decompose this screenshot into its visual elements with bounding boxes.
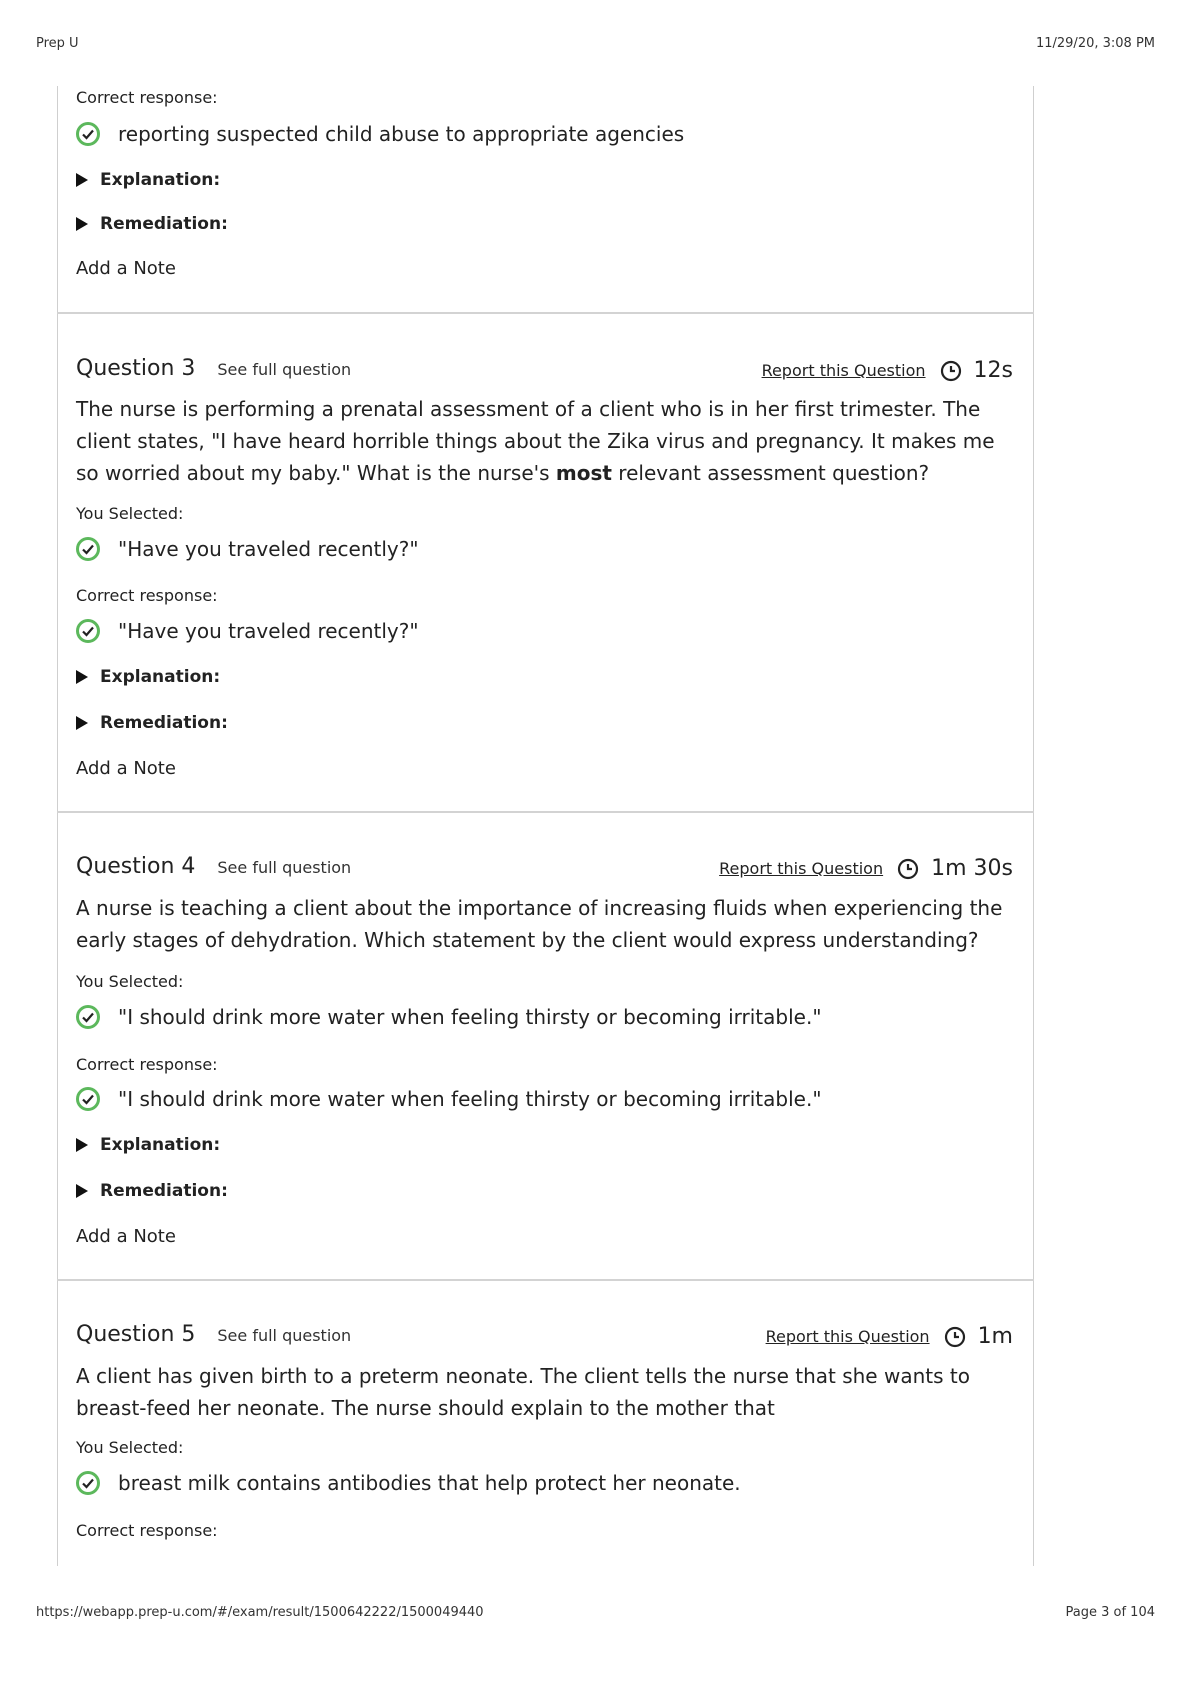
remediation-label: Remediation:	[100, 214, 228, 234]
correct-response-label: Correct response:	[76, 1521, 218, 1540]
answer-text: reporting suspected child abuse to appropriate agencies	[118, 122, 685, 146]
print-header-title: Prep U	[36, 36, 79, 51]
selected-answer	[76, 537, 419, 561]
add-note-link[interactable]: Add a Note	[76, 758, 176, 779]
report-question-link[interactable]: Report this Question	[761, 361, 926, 380]
remediation-toggle[interactable]	[76, 713, 228, 733]
print-footer-page: Page 3 of 104	[1065, 1605, 1155, 1620]
clock-icon	[944, 1326, 966, 1348]
question-header	[76, 854, 351, 879]
correct-check-icon	[76, 1471, 100, 1495]
remediation-toggle[interactable]	[76, 214, 228, 234]
question-text-part: A nurse is teaching a client about the importance of increasing fluids when experiencing the early stages of dehydration. Which statement by the client would express understanding?	[76, 896, 1003, 952]
clock-icon	[940, 360, 962, 382]
print-footer-url: https://webapp.prep-u.com/#/exam/result/1500642222/1500049440	[36, 1605, 484, 1620]
report-question-link[interactable]: Report this Question	[719, 859, 884, 878]
question-text-emphasis: most	[555, 461, 612, 485]
explanation-toggle[interactable]	[76, 170, 220, 190]
you-selected-label: You Selected:	[76, 1438, 184, 1457]
print-header-datetime: 11/29/20, 3:08 PM	[1035, 36, 1155, 51]
time-spent: 1m 30s	[931, 856, 1013, 881]
answer-text: "I should drink more water when feeling thirsty or becoming irritable."	[118, 1087, 822, 1111]
caret-right-icon	[76, 716, 88, 730]
selected-answer	[76, 1005, 822, 1029]
question-meta	[766, 1324, 1013, 1349]
question-title: Question 5	[76, 1322, 196, 1347]
question-text-part: A client has given birth to a preterm neonate. The client tells the nurse that she wants to breast-feed her neonate. The nurse should explain to the mother that	[76, 1364, 970, 1420]
correct-check-icon	[76, 122, 100, 146]
explanation-toggle[interactable]	[76, 1135, 220, 1155]
correct-response-label: Correct response:	[76, 586, 218, 605]
explanation-label: Explanation:	[100, 667, 221, 687]
correct-check-icon	[76, 619, 100, 643]
you-selected-label: You Selected:	[76, 504, 184, 523]
caret-right-icon	[76, 670, 88, 684]
caret-right-icon	[76, 173, 88, 187]
report-question-link[interactable]: Report this Question	[765, 1327, 930, 1346]
question-meta	[719, 856, 1013, 881]
time-spent: 12s	[973, 358, 1013, 383]
selected-answer	[76, 1471, 741, 1495]
correct-response-label: Correct response:	[76, 1055, 218, 1074]
question-text-part: relevant assessment question?	[611, 461, 930, 485]
answer-text: "Have you traveled recently?"	[118, 619, 419, 643]
question-divider	[57, 312, 1034, 314]
question-title: Question 4	[76, 854, 196, 879]
correct-check-icon	[76, 537, 100, 561]
see-full-question-link[interactable]: See full question	[217, 1326, 352, 1345]
remediation-toggle[interactable]	[76, 1181, 228, 1201]
see-full-question-link[interactable]: See full question	[217, 858, 352, 877]
question-divider	[57, 1279, 1034, 1281]
see-full-question-link[interactable]: See full question	[217, 360, 352, 379]
answer-text: breast milk contains antibodies that help protect her neonate.	[118, 1471, 741, 1495]
you-selected-label: You Selected:	[76, 972, 184, 991]
correct-answer	[76, 1087, 822, 1111]
question-text-part: The nurse is performing a prenatal assessment of a client who is in her first trimester. The client states, "I have heard horrible things about the Zika virus and pregnancy. It makes me so worried about my baby." What is the nurse's	[76, 397, 995, 485]
caret-right-icon	[76, 217, 88, 231]
caret-right-icon	[76, 1184, 88, 1198]
question-text	[76, 892, 1016, 956]
question-text	[76, 393, 1016, 489]
correct-answer	[76, 619, 419, 643]
add-note-link[interactable]: Add a Note	[76, 258, 176, 279]
correct-answer	[76, 122, 684, 146]
explanation-toggle[interactable]	[76, 667, 220, 687]
question-meta	[762, 358, 1013, 383]
answer-text: "Have you traveled recently?"	[118, 537, 419, 561]
remediation-label: Remediation:	[100, 1181, 228, 1201]
remediation-label: Remediation:	[100, 713, 228, 733]
question-header	[76, 1322, 351, 1347]
explanation-label: Explanation:	[100, 1135, 221, 1155]
question-divider	[57, 811, 1034, 813]
add-note-link[interactable]: Add a Note	[76, 1226, 176, 1247]
explanation-label: Explanation:	[100, 170, 221, 190]
question-title: Question 3	[76, 356, 196, 381]
correct-response-label: Correct response:	[76, 88, 218, 107]
answer-text: "I should drink more water when feeling thirsty or becoming irritable."	[118, 1005, 822, 1029]
caret-right-icon	[76, 1138, 88, 1152]
correct-check-icon	[76, 1005, 100, 1029]
time-spent: 1m	[977, 1324, 1013, 1349]
clock-icon	[897, 858, 919, 880]
question-text	[76, 1360, 1016, 1424]
correct-check-icon	[76, 1087, 100, 1111]
question-header	[76, 356, 351, 381]
